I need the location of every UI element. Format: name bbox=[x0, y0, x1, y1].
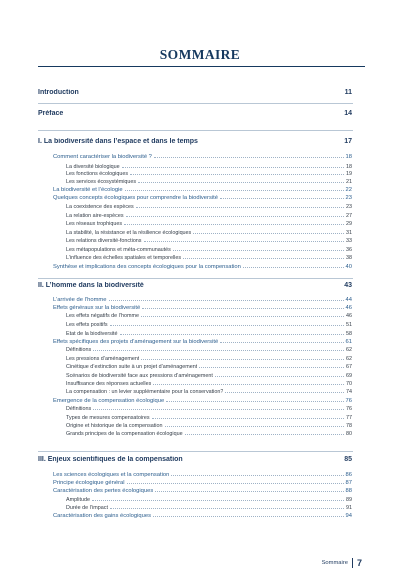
dot-leader bbox=[193, 233, 344, 234]
toc-subsection[interactable] bbox=[53, 187, 352, 193]
page-number: 7 bbox=[356, 558, 362, 568]
toc-subsection[interactable] bbox=[53, 480, 352, 486]
toc-entry-label: Synthèse et implications des concepts écologiques pour la compensation bbox=[53, 264, 241, 270]
dot-leader bbox=[144, 241, 344, 242]
dot-leader bbox=[243, 267, 344, 268]
dot-leader bbox=[126, 216, 344, 217]
toc-entry-label: Insuffisance des réponses actuelles bbox=[66, 381, 152, 387]
page-title: SOMMAIRE bbox=[159, 47, 241, 62]
toc-item[interactable] bbox=[66, 389, 352, 395]
toc-entry-page: 74 bbox=[346, 389, 352, 395]
dot-leader bbox=[120, 334, 344, 335]
dot-leader bbox=[185, 434, 344, 435]
dot-leader bbox=[141, 359, 344, 360]
dot-leader bbox=[183, 258, 344, 259]
toc-subsection[interactable] bbox=[53, 513, 352, 519]
section-divider bbox=[38, 130, 353, 131]
toc-entry-label: Préface bbox=[38, 110, 64, 117]
dot-leader bbox=[109, 300, 344, 301]
footer-divider bbox=[352, 558, 353, 568]
dot-leader bbox=[220, 198, 344, 199]
toc-entry-label: L’arrivée de l’homme bbox=[53, 297, 107, 303]
toc-entry-label: Effets spécifiques des projets d’aménagement sur la biodiversité bbox=[53, 339, 219, 345]
toc-item[interactable] bbox=[66, 221, 352, 227]
toc-entry-label: Émergence de la compensation écologique bbox=[53, 398, 165, 404]
toc-entry-page: 89 bbox=[346, 497, 352, 503]
toc-item[interactable] bbox=[66, 364, 352, 370]
dot-leader bbox=[141, 316, 344, 317]
dot-leader bbox=[142, 308, 343, 309]
dot-leader bbox=[225, 392, 344, 393]
dot-leader bbox=[155, 491, 343, 492]
toc-item[interactable] bbox=[66, 179, 352, 185]
dot-leader bbox=[152, 418, 344, 419]
toc-entry-label: Cinétique d’extinction suite à un projet d’aménagement bbox=[66, 364, 198, 370]
toc-item[interactable] bbox=[66, 238, 352, 244]
toc-entry-label: L’influence des échelles spatiales et temporelles bbox=[66, 255, 182, 261]
toc-entry-page: 18 bbox=[345, 154, 352, 160]
toc-entry-page: 94 bbox=[345, 513, 352, 519]
toc-item[interactable] bbox=[66, 415, 352, 421]
toc-subsection[interactable] bbox=[53, 305, 352, 311]
toc-entry-label: La compensation : un levier supplémentaire pour la conservation? bbox=[66, 389, 224, 395]
toc-entry-page: 23 bbox=[346, 204, 352, 210]
dot-leader bbox=[110, 325, 344, 326]
toc-entry-label: Caractérisation des pertes écologiques bbox=[53, 488, 154, 494]
dot-leader bbox=[93, 350, 344, 351]
toc-entry-label: I. La biodiversité dans l’espace et dans le temps bbox=[38, 138, 198, 145]
dot-leader bbox=[93, 409, 344, 410]
toc-section[interactable] bbox=[38, 138, 352, 145]
toc-entry-page: 87 bbox=[345, 480, 352, 486]
dot-leader bbox=[165, 426, 345, 427]
toc-entry-page: 58 bbox=[346, 331, 352, 337]
toc-entry-page: 44 bbox=[345, 297, 352, 303]
dot-leader bbox=[153, 516, 344, 517]
toc-entry-page: 85 bbox=[344, 456, 352, 463]
dot-leader bbox=[92, 500, 344, 501]
section-divider bbox=[38, 278, 353, 279]
toc-entry-page: 36 bbox=[346, 247, 352, 253]
section-divider bbox=[38, 451, 353, 452]
toc-item[interactable] bbox=[66, 431, 352, 437]
toc-entry-label: Les fonctions écologiques bbox=[66, 171, 129, 177]
toc-item[interactable] bbox=[66, 347, 352, 353]
toc-entry-page: 21 bbox=[346, 179, 352, 185]
toc-entry-label: La diversité biologique bbox=[66, 164, 120, 170]
toc-entry-page: 22 bbox=[345, 187, 352, 193]
toc-item[interactable] bbox=[66, 331, 352, 337]
dot-leader bbox=[153, 384, 344, 385]
toc-entry-label: Les métapopulations et méta-communautés bbox=[66, 247, 171, 253]
toc-subsection[interactable] bbox=[53, 339, 352, 345]
dot-leader bbox=[215, 376, 344, 377]
toc-entry-page: 11 bbox=[344, 89, 352, 96]
toc-section[interactable] bbox=[38, 110, 352, 117]
toc-entry-label: Les pressions d’aménagement bbox=[66, 356, 140, 362]
toc-entry-label: Comment caractériser la biodiversité ? bbox=[53, 154, 152, 160]
toc-subsection[interactable] bbox=[53, 264, 352, 270]
toc-entry-page: 29 bbox=[346, 221, 352, 227]
toc-entry-page: 80 bbox=[346, 431, 352, 437]
toc-item[interactable] bbox=[66, 230, 352, 236]
dot-leader bbox=[122, 167, 344, 168]
toc-subsection[interactable] bbox=[53, 472, 352, 478]
toc-entry-page: 33 bbox=[346, 238, 352, 244]
toc-entry-label: Les sciences écologiques et la compensation bbox=[53, 472, 170, 478]
toc-subsection[interactable] bbox=[53, 488, 352, 494]
toc-entry-label: Origine et historique de la compensation bbox=[66, 423, 163, 429]
toc-subsection[interactable] bbox=[53, 154, 352, 160]
toc-entry-label: Effets généraux sur la biodiversité bbox=[53, 305, 141, 311]
toc-entry-page: 70 bbox=[346, 381, 352, 387]
toc-entry-page: 38 bbox=[346, 255, 352, 261]
toc-entry-page: 67 bbox=[346, 364, 352, 370]
toc-entry-label: La relation aire-espèces bbox=[66, 213, 124, 219]
toc-entry-page: 46 bbox=[345, 305, 352, 311]
footer-label: Sommaire bbox=[321, 560, 348, 566]
toc-item[interactable] bbox=[66, 255, 352, 261]
toc-entry-page: 62 bbox=[346, 356, 352, 362]
toc-entry-page: 69 bbox=[346, 373, 352, 379]
dot-leader bbox=[136, 207, 344, 208]
toc-entry-label: Les relations diversité-fonctions bbox=[66, 238, 142, 244]
toc-item[interactable] bbox=[66, 213, 352, 219]
toc-entry-page: 78 bbox=[346, 423, 352, 429]
toc-item[interactable] bbox=[66, 356, 352, 362]
toc-entry-label: Scénarios de biodiversité face aux pressions d’aménagement bbox=[66, 373, 213, 379]
toc-entry-label: Quelques concepts écologiques pour comprendre la biodiversité bbox=[53, 195, 218, 201]
toc-entry-label: Caractérisation des gains écologiques bbox=[53, 513, 151, 519]
toc-entry-page: 77 bbox=[346, 415, 352, 421]
toc-item[interactable] bbox=[66, 204, 352, 210]
toc-subsection[interactable] bbox=[53, 195, 352, 201]
toc-entry-label: Définitions bbox=[66, 347, 92, 353]
toc-entry-label: Les réseaux trophiques bbox=[66, 221, 123, 227]
toc-entry-page: 61 bbox=[345, 339, 352, 345]
dot-leader bbox=[138, 182, 344, 183]
dot-leader bbox=[173, 250, 344, 251]
toc-entry-label: III. Enjeux scientifiques de la compensation bbox=[38, 456, 183, 463]
toc-item[interactable] bbox=[66, 406, 352, 412]
toc-entry-label: Les effets positifs bbox=[66, 322, 108, 328]
toc-entry-page: 46 bbox=[346, 313, 352, 319]
toc-entry-label: Amplitude bbox=[66, 497, 90, 503]
dot-leader bbox=[127, 483, 344, 484]
dot-leader bbox=[199, 367, 344, 368]
toc-entry-page: 91 bbox=[346, 505, 352, 511]
toc-item[interactable] bbox=[66, 373, 352, 379]
toc-item[interactable] bbox=[66, 381, 352, 387]
toc-entry-page: 31 bbox=[346, 230, 352, 236]
toc-item[interactable] bbox=[66, 313, 352, 319]
dot-leader bbox=[124, 224, 344, 225]
toc-entry-page: 88 bbox=[345, 488, 352, 494]
toc-entry-label: Définitions bbox=[66, 406, 92, 412]
toc-subsection[interactable] bbox=[53, 398, 352, 404]
toc-item[interactable] bbox=[66, 423, 352, 429]
toc-item[interactable] bbox=[66, 164, 352, 170]
toc-item[interactable] bbox=[66, 505, 352, 511]
section-divider bbox=[38, 103, 353, 104]
toc-item[interactable] bbox=[66, 497, 352, 503]
toc-item[interactable] bbox=[66, 247, 352, 253]
toc-entry-page: 27 bbox=[346, 213, 352, 219]
toc-entry-label: La stabilité, la résistance et la résilience écologiques bbox=[66, 230, 192, 236]
dot-leader bbox=[154, 157, 344, 158]
toc-entry-page: 62 bbox=[346, 347, 352, 353]
toc-entry-page: 51 bbox=[346, 322, 352, 328]
toc-entry-page: 18 bbox=[346, 164, 352, 170]
toc-entry-page: 40 bbox=[345, 264, 352, 270]
toc-entry-page: 76 bbox=[346, 406, 352, 412]
dot-leader bbox=[130, 174, 344, 175]
toc-item[interactable] bbox=[66, 171, 352, 177]
dot-leader bbox=[220, 342, 343, 343]
toc-entry-label: État de la biodiversité bbox=[66, 331, 118, 337]
toc-subsection[interactable] bbox=[53, 297, 352, 303]
toc-item[interactable] bbox=[66, 322, 352, 328]
dot-leader bbox=[166, 401, 343, 402]
toc-entry-page: 76 bbox=[345, 398, 352, 404]
toc-entry-page: 23 bbox=[345, 195, 352, 201]
dot-leader bbox=[125, 190, 344, 191]
toc-entry-label: Durée de l’impact bbox=[66, 505, 108, 511]
toc-entry-page: 43 bbox=[344, 282, 352, 289]
toc-entry-label: Principe écologique général bbox=[53, 480, 125, 486]
toc-entry-page: 14 bbox=[344, 110, 352, 117]
page-footer bbox=[300, 558, 362, 568]
toc-section[interactable] bbox=[38, 456, 352, 463]
toc-entry-label: Introduction bbox=[38, 89, 79, 96]
toc-entry-page: 17 bbox=[344, 138, 352, 145]
toc-entry-label: Grands principes de la compensation écologique bbox=[66, 431, 183, 437]
toc-entry-label: La biodiversité et l’écologie bbox=[53, 187, 123, 193]
toc-entry-page: 86 bbox=[345, 472, 352, 478]
toc-entry-page: 19 bbox=[346, 171, 352, 177]
dot-leader bbox=[110, 508, 344, 509]
toc-entry-label: Types de mesures compensatoires bbox=[66, 415, 150, 421]
toc-section[interactable] bbox=[38, 282, 352, 289]
toc-entry-label: Les services écosystémiques bbox=[66, 179, 137, 185]
toc-entry-label: La coexistence des espèces bbox=[66, 204, 134, 210]
toc-entry-label: II. L’homme dans la biodiversité bbox=[38, 282, 144, 289]
toc-entry-label: Les effets négatifs de l’homme bbox=[66, 313, 140, 319]
dot-leader bbox=[171, 475, 343, 476]
toc-section[interactable] bbox=[38, 89, 352, 96]
